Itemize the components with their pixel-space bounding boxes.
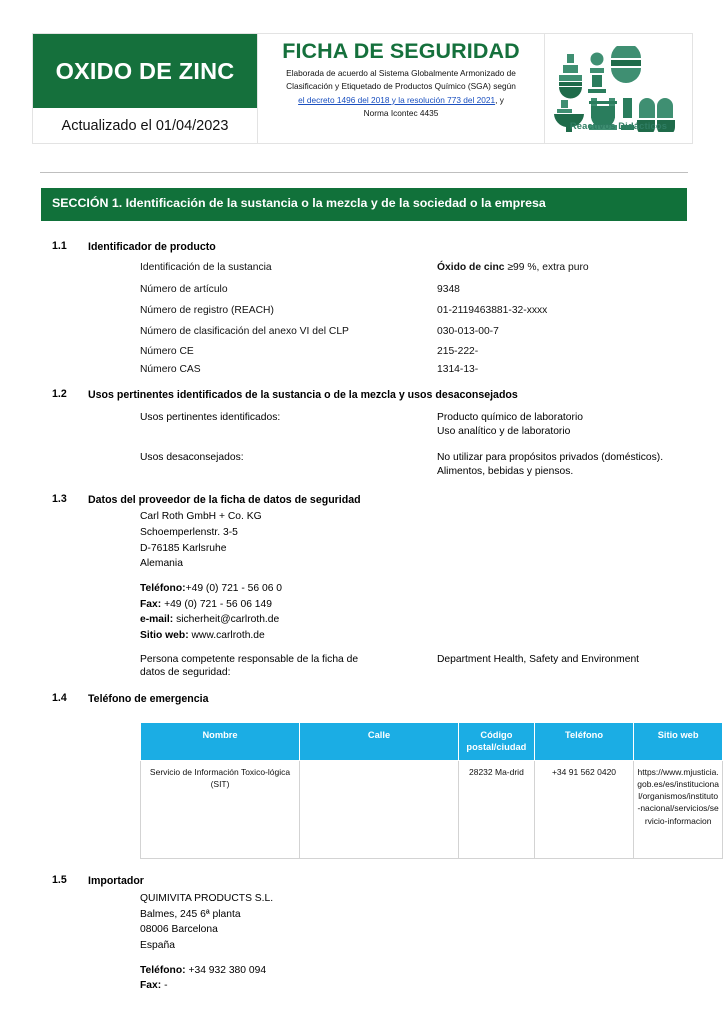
field-value: 030-013-00-7: [437, 325, 499, 337]
subtitle-line-4: Norma Icontec 4435: [363, 108, 439, 119]
decree-link[interactable]: el decreto 1496 del 2018 y la resolución 773 del 2021: [298, 94, 496, 105]
identified-uses-value: [437, 411, 724, 439]
subsection-1-4-number: 1.4: [52, 692, 67, 705]
document-header: [32, 33, 693, 144]
supplier-phone-value: +49 (0) 721 - 56 06 0: [185, 583, 283, 595]
supplier-fax-value: +49 (0) 721 - 56 06 149: [164, 598, 272, 610]
supplier-website: [140, 628, 724, 644]
supplier-email: [140, 612, 724, 628]
subsection-1-5-title: Importador: [88, 875, 144, 888]
field-value: 1314-13-: [437, 363, 479, 375]
logo-tagline: Reactivos Didácticos: [569, 119, 668, 131]
bioquim-logo: [553, 46, 685, 132]
supplier-phone: [140, 581, 724, 597]
spacer: [140, 572, 724, 581]
field-label: Número CAS: [140, 363, 201, 375]
product-identifier-list: [140, 258, 724, 379]
identified-uses-label: Usos pertinentes identificados:: [140, 412, 281, 423]
page-title: OXIDO DE ZINC: [55, 57, 235, 84]
field-value: 01-2119463881-32-xxxx: [437, 304, 548, 316]
identified-uses-row: [140, 411, 724, 439]
subtitle-line-1: Elaborada de acuerdo al Sistema Globalmente Armonizado de: [286, 67, 516, 78]
field-row: [140, 361, 724, 379]
importer-phone: [140, 963, 724, 979]
importer-city: 08006 Barcelona: [140, 924, 218, 936]
field-label: Número de artículo: [140, 283, 228, 295]
subtitle-line-3: [286, 94, 516, 107]
substance-name: Óxido de cinc: [437, 262, 505, 274]
subsection-1-3-title: Datos del proveedor de la ficha de datos de seguridad: [88, 493, 361, 506]
field-label: Número de clasificación del anexo VI del CLP: [140, 325, 349, 337]
cell-codigo-postal: 28232 Ma-drid: [459, 761, 535, 859]
header-doc-block: [258, 34, 545, 143]
updated-date: Actualizado el 01/04/2023: [33, 108, 257, 143]
subsection-1-2: [0, 388, 724, 478]
supplier-fax-label: Fax:: [140, 598, 162, 610]
importer-fax-value: -: [164, 980, 168, 992]
field-label: Número CE: [140, 345, 194, 357]
cell-sitio-web[interactable]: https://www.mjusticia.gob.es/es/institucional/organismos/instituto-nacional/servicios/servicio-informacion: [634, 761, 723, 859]
field-row: [140, 300, 724, 321]
header-divider: [40, 172, 688, 173]
discouraged-uses-value: [437, 451, 724, 479]
column-header-telefono: Teléfono: [534, 723, 634, 761]
subsection-1-1-title: Identificador de producto: [88, 241, 216, 253]
importer-fax-label: Fax:: [140, 980, 162, 992]
supplier-street: Schoemperlenstr. 3-5: [140, 527, 238, 539]
document-subtitle: [286, 67, 516, 121]
supplier-website-value[interactable]: www.carlroth.de: [191, 629, 265, 641]
column-header-calle: Calle: [300, 723, 459, 761]
table-row: [141, 761, 723, 859]
header-logo-block: [545, 34, 692, 143]
table-body: [141, 761, 723, 859]
column-header-sitio-web: Sitio web: [634, 723, 723, 761]
subsection-1-2-number: 1.2: [52, 388, 67, 401]
section-1-header: SECCIÓN 1. Identificación de la sustancia o la mezcla y de la sociedad o la empresa: [41, 188, 687, 221]
supplier-fax: [140, 597, 724, 613]
supplier-email-value[interactable]: sicherheit@carlroth.de: [176, 614, 280, 626]
field-row: [140, 258, 724, 279]
competent-person-label-line-1: Persona competente responsable de la ficha de: [140, 653, 359, 665]
discouraged-uses-row: [140, 451, 724, 479]
field-row: [140, 342, 724, 360]
importer-street: Balmes, 245 6ª planta: [140, 908, 241, 920]
competent-person-row: [140, 653, 724, 681]
subsection-1-3-number: 1.3: [52, 492, 67, 505]
discouraged-uses-line-2: Alimentos, bebidas y piensos.: [437, 465, 574, 477]
importer-phone-value: +34 932 380 094: [188, 964, 267, 976]
field-row: [140, 321, 724, 342]
subsection-1-4: [0, 692, 724, 859]
document-body: [0, 240, 724, 994]
field-value: 9348: [437, 283, 460, 295]
subsection-1-4-title: Teléfono de emergencia: [88, 693, 209, 706]
column-header-codigo-postal: Código postal/ciudad: [459, 723, 535, 761]
competent-person-label-line-2: datos de seguridad:: [140, 667, 231, 679]
supplier-country: Alemania: [140, 558, 183, 570]
subsection-1-5-number: 1.5: [52, 874, 67, 887]
table-header-row: [141, 723, 723, 761]
product-title-box: [33, 34, 257, 108]
supplier-email-label: e-mail:: [140, 614, 174, 626]
subtitle-line-3-tail: , y: [495, 94, 504, 105]
field-value: [437, 260, 724, 276]
importer-fax: [140, 978, 724, 994]
discouraged-uses-label: Usos desaconsejados:: [140, 451, 244, 463]
subtitle-line-2: Clasificación y Etiquetado de Productos Químico (SGA) según: [286, 81, 516, 92]
cell-calle: [300, 761, 459, 859]
supplier-company: Carl Roth GmbH + Co. KG: [140, 511, 262, 523]
supplier-address: [140, 509, 724, 643]
identified-uses-line-2: Uso analítico y de laboratorio: [437, 425, 571, 437]
subsection-1-5: [0, 874, 724, 994]
identified-uses-line-1: Producto químico de laboratorio: [437, 412, 583, 423]
field-row: [140, 279, 724, 300]
discouraged-uses-line-1: No utilizar para propósitos privados (domésticos).: [437, 451, 664, 463]
supplier-website-label: Sitio web:: [140, 629, 189, 641]
importer-country: España: [140, 940, 175, 952]
supplier-phone-label: Teléfono:: [140, 583, 186, 595]
importer-address: [140, 891, 724, 994]
cell-nombre: Servicio de Información Toxico-lógica (SIT): [141, 761, 300, 859]
table-head: [141, 723, 723, 761]
subsection-1-1: [0, 240, 724, 379]
column-header-nombre: Nombre: [141, 723, 300, 761]
emergency-phone-table-wrap: [140, 722, 723, 859]
spacer: [140, 954, 724, 963]
substance-purity: ≥99 %, extra puro: [504, 262, 589, 274]
competent-person-value: Department Health, Safety and Environment: [437, 653, 640, 665]
field-label: Número de registro (REACH): [140, 304, 274, 316]
subsection-1-3: [0, 493, 724, 681]
field-value: 215-222-: [437, 345, 479, 357]
document-title: FICHA DE SEGURIDAD: [282, 39, 520, 63]
importer-company: QUIMIVITA PRODUCTS S.L.: [140, 893, 274, 905]
cell-telefono: +34 91 562 0420: [534, 761, 634, 859]
subsection-1-1-number: 1.1: [52, 240, 67, 252]
field-label: Identificación de la sustancia: [140, 262, 272, 274]
emergency-phone-table: [140, 722, 723, 859]
importer-phone-label: Teléfono:: [140, 964, 186, 976]
supplier-city: D-76185 Karlsruhe: [140, 542, 227, 554]
subsection-1-2-title: Usos pertinentes identificados de la sustancia o de la mezcla y usos desaconsejados: [88, 389, 518, 402]
header-product-block: [33, 34, 258, 143]
competent-person-label: [140, 653, 437, 681]
